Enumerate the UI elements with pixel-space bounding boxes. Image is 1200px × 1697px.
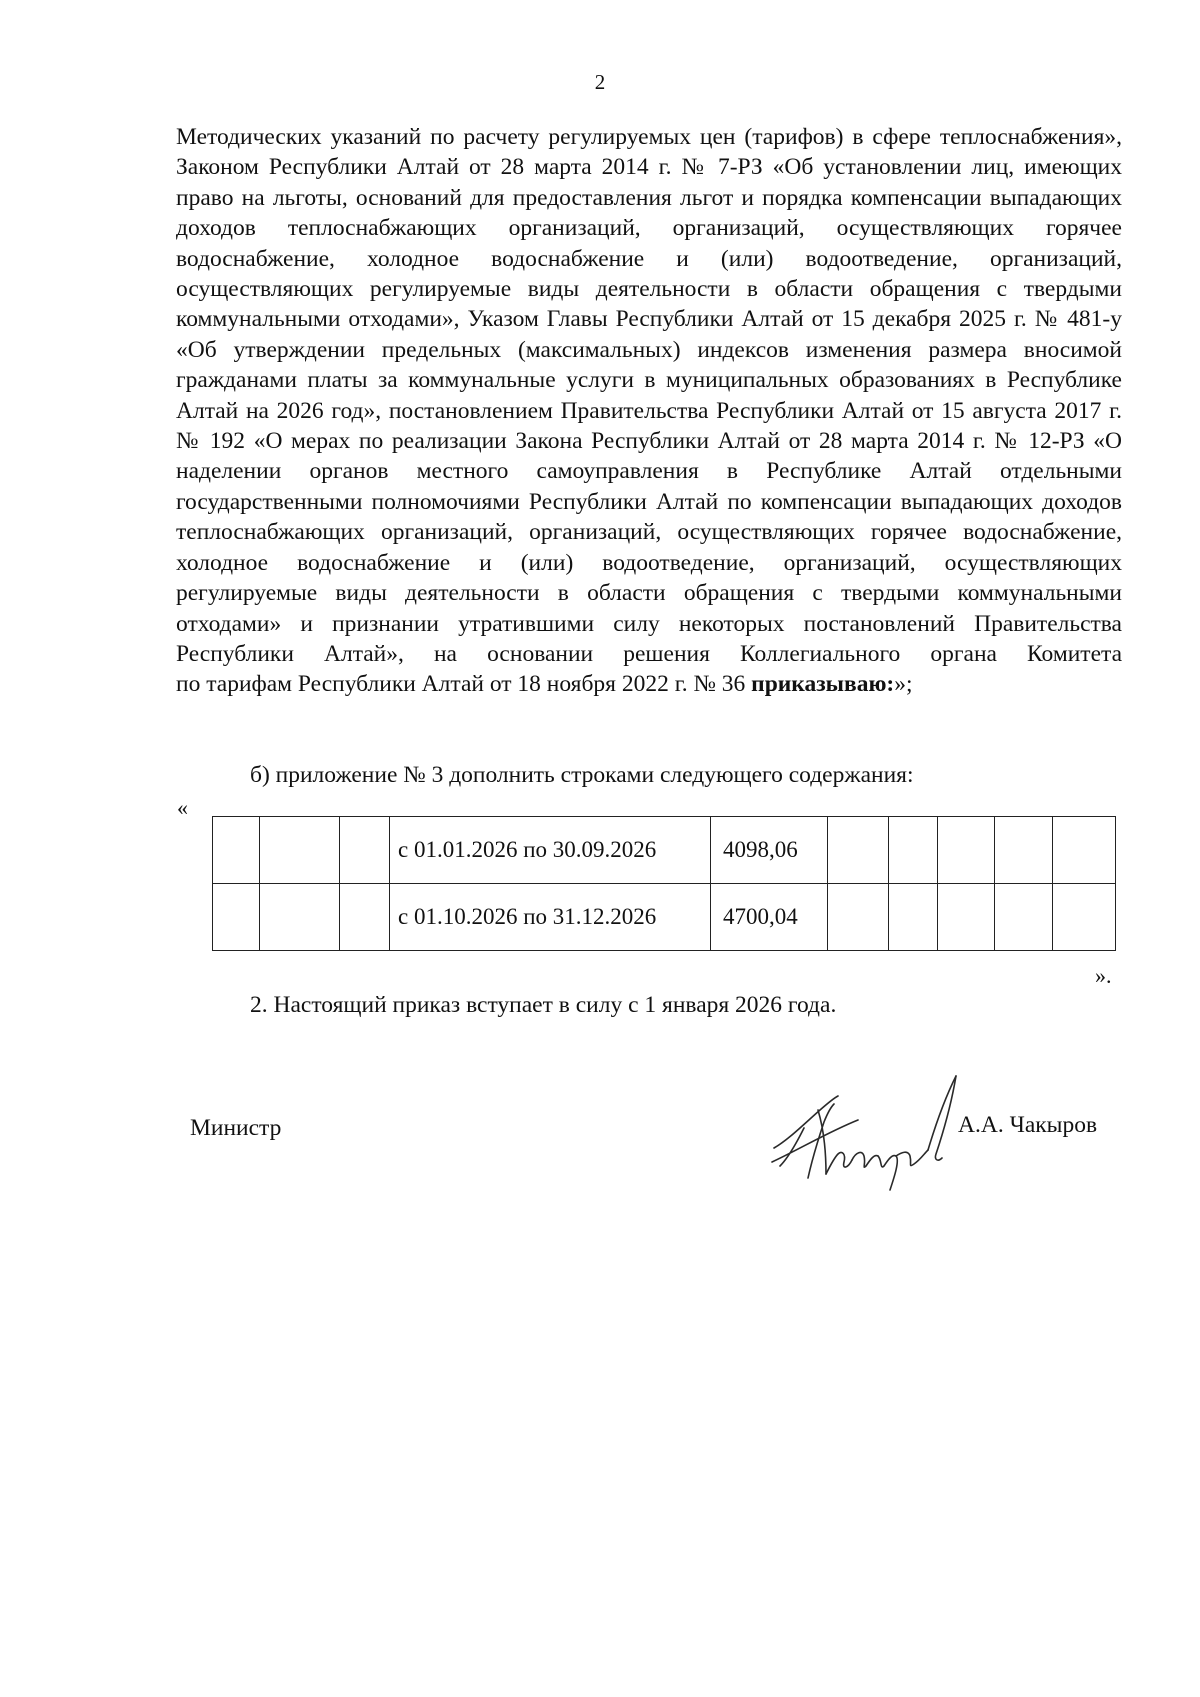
table-cell-empty: [995, 817, 1053, 884]
main-paragraph-body: Методических указаний по расчету регулируемых цен (тарифов) в сфере теплоснабжения», Законом Республики Алтай от 28 марта 2014 г. № 7-РЗ «Об установлении лиц, имеющих право на льготы, оснований для предоставления льгот и порядка компенсации выпадающих доходов теплоснабжающих организаций, организаций, осуществляющих горячее водоснабжение, холодное водоснабжение и (или) водоотведение, организаций, осуществляющих регулируемые виды деятельности в области обращения с твердыми коммунальными отходами», Указом Главы Республики Алтай от 15 декабря 2025 г. № 481-у «Об утверждении предельных (максимальных) индексов изменения размера вносимой гражданами платы за коммунальные услуги в муниципальных образованиях в Республике Алтай на 2026 год», постановлением Правительства Республики Алтай от 15 августа 2017 г. № 192 «О мерах по реализации Закона Республики Алтай от 28 марта 2014 г. № 12-РЗ «О наделении органов местного самоуправления в Республике Алтай отдельными государственными полномочиями Республики Алтай по компенсации выпадающих доходов теплоснабжающих организаций, организаций, осуществляющих горячее водоснабжение, холодное водоснабжение и (или) водоотведение, организаций, осуществляющих регулируемые виды деятельности в области обращения с твердыми коммунальными отходами» и признании утратившими силу некоторых постановлений Правительства Республики Алтай», на основании решения Коллегиального органа Комитета: [176, 124, 1122, 667]
table-row: [213, 884, 1116, 951]
table-cell-empty: [828, 817, 889, 884]
table-cell-period: с 01.01.2026 по 30.09.2026: [390, 817, 711, 884]
close-quote: ».: [1095, 963, 1112, 988]
table-cell-empty: [213, 817, 260, 884]
table-row: [213, 817, 1116, 884]
table-cell-empty: [889, 817, 938, 884]
open-quote: «: [177, 795, 188, 820]
table-cell-empty: [828, 884, 889, 951]
table-cell-empty: [260, 817, 340, 884]
table-cell-empty: [938, 884, 995, 951]
page-number: 2: [594, 70, 606, 94]
signature-icon: [768, 1070, 968, 1195]
table-cell-empty: [340, 817, 390, 884]
appendix-table: [212, 816, 1116, 951]
main-paragraph: [176, 122, 1122, 700]
last-line-text: по тарифам Республики Алтай от 18 ноября 2022 г. № 36: [176, 671, 752, 698]
main-paragraph-last-line: [176, 669, 1122, 699]
paragraph-2: 2. Настоящий приказ вступает в силу с 1 января 2026 года.: [250, 992, 837, 1018]
table-cell-empty: [340, 884, 390, 951]
order-keyword: приказываю:: [751, 671, 895, 698]
table-cell-empty: [995, 884, 1053, 951]
table-cell-empty: [260, 884, 340, 951]
table-cell-empty: [938, 817, 995, 884]
table-cell-empty: [1053, 817, 1116, 884]
table-cell-period: с 01.10.2026 по 31.12.2026: [390, 884, 711, 951]
table-cell-value: 4098,06: [711, 817, 828, 884]
table-cell-value: 4700,04: [711, 884, 828, 951]
signatory-position: Министр: [190, 1115, 282, 1141]
signatory-name: А.А. Чакыров: [958, 1112, 1098, 1138]
table-cell-empty: [1053, 884, 1116, 951]
table-cell-empty: [889, 884, 938, 951]
table-cell-empty: [213, 884, 260, 951]
subparagraph-b: б) приложение № 3 дополнить строками следующего содержания:: [250, 762, 914, 788]
last-line-end: »;: [894, 671, 913, 698]
